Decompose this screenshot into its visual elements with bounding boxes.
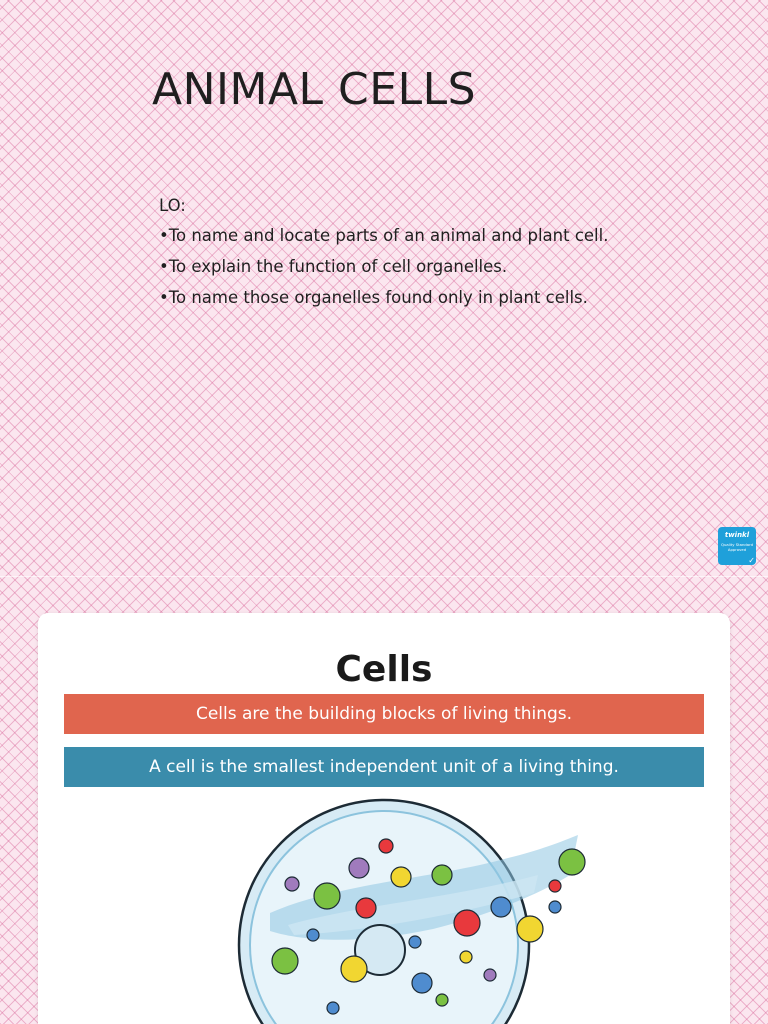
banner-smallest-unit: A cell is the smallest independent unit of a living thing. (64, 747, 704, 787)
slide-cells (38, 613, 730, 1024)
organelle (409, 936, 421, 948)
objective-list (159, 226, 659, 307)
organelle (356, 898, 376, 918)
organelle (549, 880, 561, 892)
objective-item: •To name those organelles found only in plant cells. (159, 288, 588, 307)
organelle (484, 969, 496, 981)
organelle (341, 956, 367, 982)
twinkl-quality-badge (718, 527, 756, 565)
card-title: Cells (335, 649, 433, 690)
objective-item: •To name and locate parts of an animal and plant cell. (159, 226, 609, 245)
objective-item: •To explain the function of cell organelles. (159, 257, 508, 276)
organelle (517, 916, 543, 942)
organelle (391, 867, 411, 887)
organelle (307, 929, 319, 941)
learning-objectives (159, 196, 659, 319)
organelle (559, 849, 585, 875)
lo-label: LO: (159, 196, 186, 215)
badge-text: Quality Standard Approved (720, 542, 754, 552)
organelle (432, 865, 452, 885)
slide-divider (0, 576, 768, 577)
organelle (349, 858, 369, 878)
banner-building-blocks: Cells are the building blocks of living things. (64, 694, 704, 734)
organelle (412, 973, 432, 993)
organelle (454, 910, 480, 936)
organelle (272, 948, 298, 974)
organelle (327, 1002, 339, 1014)
slide-title: ANIMAL CELLS (152, 64, 477, 115)
check-icon: ✓ (748, 556, 755, 565)
organelle (285, 877, 299, 891)
organelle (436, 994, 448, 1006)
cell-illustration (38, 613, 730, 1024)
organelle (460, 951, 472, 963)
organelle (549, 901, 561, 913)
organelle (314, 883, 340, 909)
organelle (491, 897, 511, 917)
organelle (379, 839, 393, 853)
badge-brand: twinkl (724, 531, 750, 539)
